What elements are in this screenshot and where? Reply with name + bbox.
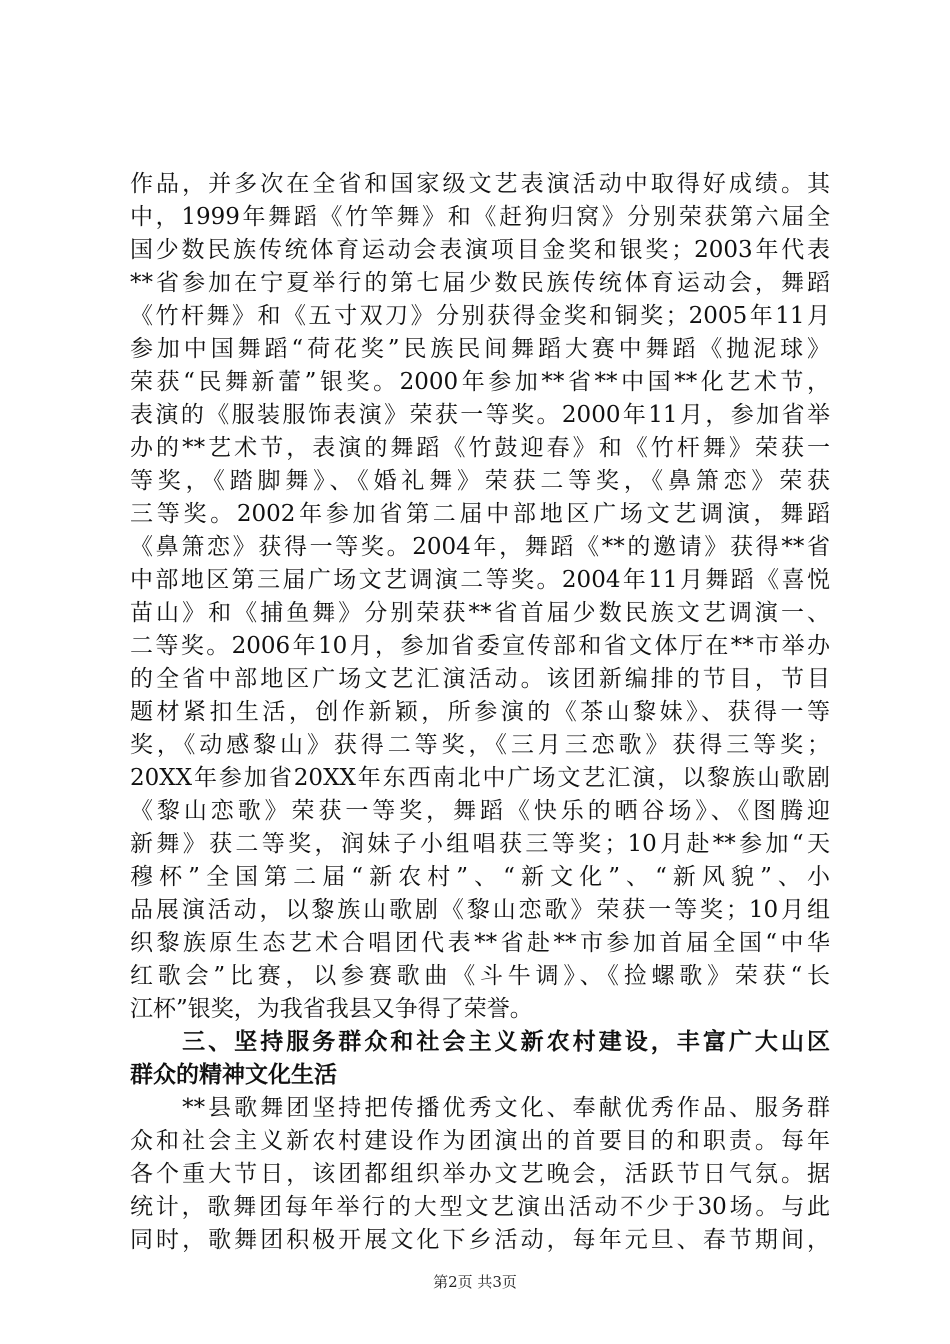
text-line: 办的**艺术节，表演的舞蹈《竹鼓迎春》和《竹杆舞》荣获一	[130, 435, 830, 461]
text-line: 《竹杆舞》和《五寸双刀》分别获得金奖和铜奖；2005年11月	[130, 303, 830, 329]
text-line: 三等奖。2002年参加省第二届中部地区广场文艺调演，舞蹈	[130, 501, 830, 527]
text-line: 奖，《动感黎山》获得二等奖，《三月三恋歌》获得三等奖；	[130, 732, 830, 758]
text-line: 红歌会”比赛，以参赛歌曲《斗牛调》、《捡螺歌》荣获“长	[130, 963, 830, 989]
text-line: 织黎族原生态艺术合唱团代表**省赴**市参加首届全国“中华	[130, 930, 830, 956]
text-line: 穆杯”全国第二届“新农村”、“新文化”、“新风貌”、小	[130, 864, 830, 890]
text-line: 新舞》获二等奖，润妹子小组唱获三等奖；10月赴**参加“天	[130, 831, 830, 857]
text-line: 中，1999年舞蹈《竹竿舞》和《赶狗归窝》分别荣获第六届全	[130, 204, 830, 230]
text-line: 20XX年参加省20XX年东西南北中广场文艺汇演，以黎族山歌剧	[130, 765, 830, 791]
text-line: 各个重大节日，该团都组织举办文艺晚会，活跃节日气氛。据	[130, 1161, 830, 1187]
section-heading	[130, 1026, 830, 1092]
body-text	[130, 168, 830, 1257]
paragraph-awards	[130, 168, 830, 1026]
text-line: 中部地区第三届广场文艺调演二等奖。2004年11月舞蹈《喜悦	[130, 567, 830, 593]
text-line: 群众的精神文化生活	[130, 1062, 337, 1088]
text-line: 二等奖。2006年10月，参加省委宣传部和省文体厅在**市举办	[130, 633, 830, 659]
text-line: 三、坚持服务群众和社会主义新农村建设，丰富广大山区	[130, 1029, 830, 1055]
paragraph-service	[130, 1092, 830, 1257]
text-line: 众和社会主义新农村建设作为团演出的首要目的和职责。每年	[130, 1128, 830, 1154]
text-line: 等奖，《踏脚舞》、《婚礼舞》荣获二等奖，《鼻箫恋》荣获	[130, 468, 830, 494]
text-line: 《鼻箫恋》获得一等奖。2004年，舞蹈《**的邀请》获得**省	[130, 534, 830, 560]
text-line: 统计，歌舞团每年举行的大型文艺演出活动不少于30场。与此	[130, 1194, 830, 1220]
text-line: 苗山》和《捕鱼舞》分别荣获**省首届少数民族文艺调演一、	[130, 600, 830, 626]
text-line: 的全省中部地区广场文艺汇演活动。该团新编排的节目，节目	[130, 666, 830, 692]
text-line: 江杯”银奖，为我省我县又争得了荣誉。	[130, 996, 533, 1022]
text-line: 同时，歌舞团积极开展文化下乡活动，每年元旦、春节期间，	[130, 1227, 830, 1253]
text-line: 国少数民族传统体育运动会表演项目金奖和银奖；2003年代表	[130, 237, 830, 263]
text-line: 表演的《服装服饰表演》荣获一等奖。2000年11月，参加省举	[130, 402, 830, 428]
text-line: **省参加在宁夏举行的第七届少数民族传统体育运动会，舞蹈	[130, 270, 830, 296]
text-line: 《黎山恋歌》荣获一等奖，舞蹈《快乐的晒谷场》、《图腾迎	[130, 798, 830, 824]
page-footer: 第2页 共3页	[433, 1273, 517, 1291]
text-line: **县歌舞团坚持把传播优秀文化、奉献优秀作品、服务群	[130, 1095, 830, 1121]
text-line: 参加中国舞蹈“荷花奖”民族民间舞蹈大赛中舞蹈《抛泥球》	[130, 336, 830, 362]
text-line: 作品，并多次在全省和国家级文艺表演活动中取得好成绩。其	[130, 171, 830, 197]
text-line: 品展演活动，以黎族山歌剧《黎山恋歌》荣获一等奖；10月组	[130, 897, 830, 923]
text-line: 荣获“民舞新蕾”银奖。2000年参加**省**中国**化艺术节，	[130, 369, 830, 395]
text-line: 题材紧扣生活，创作新颖，所参演的《茶山黎妹》、获得一等	[130, 699, 830, 725]
